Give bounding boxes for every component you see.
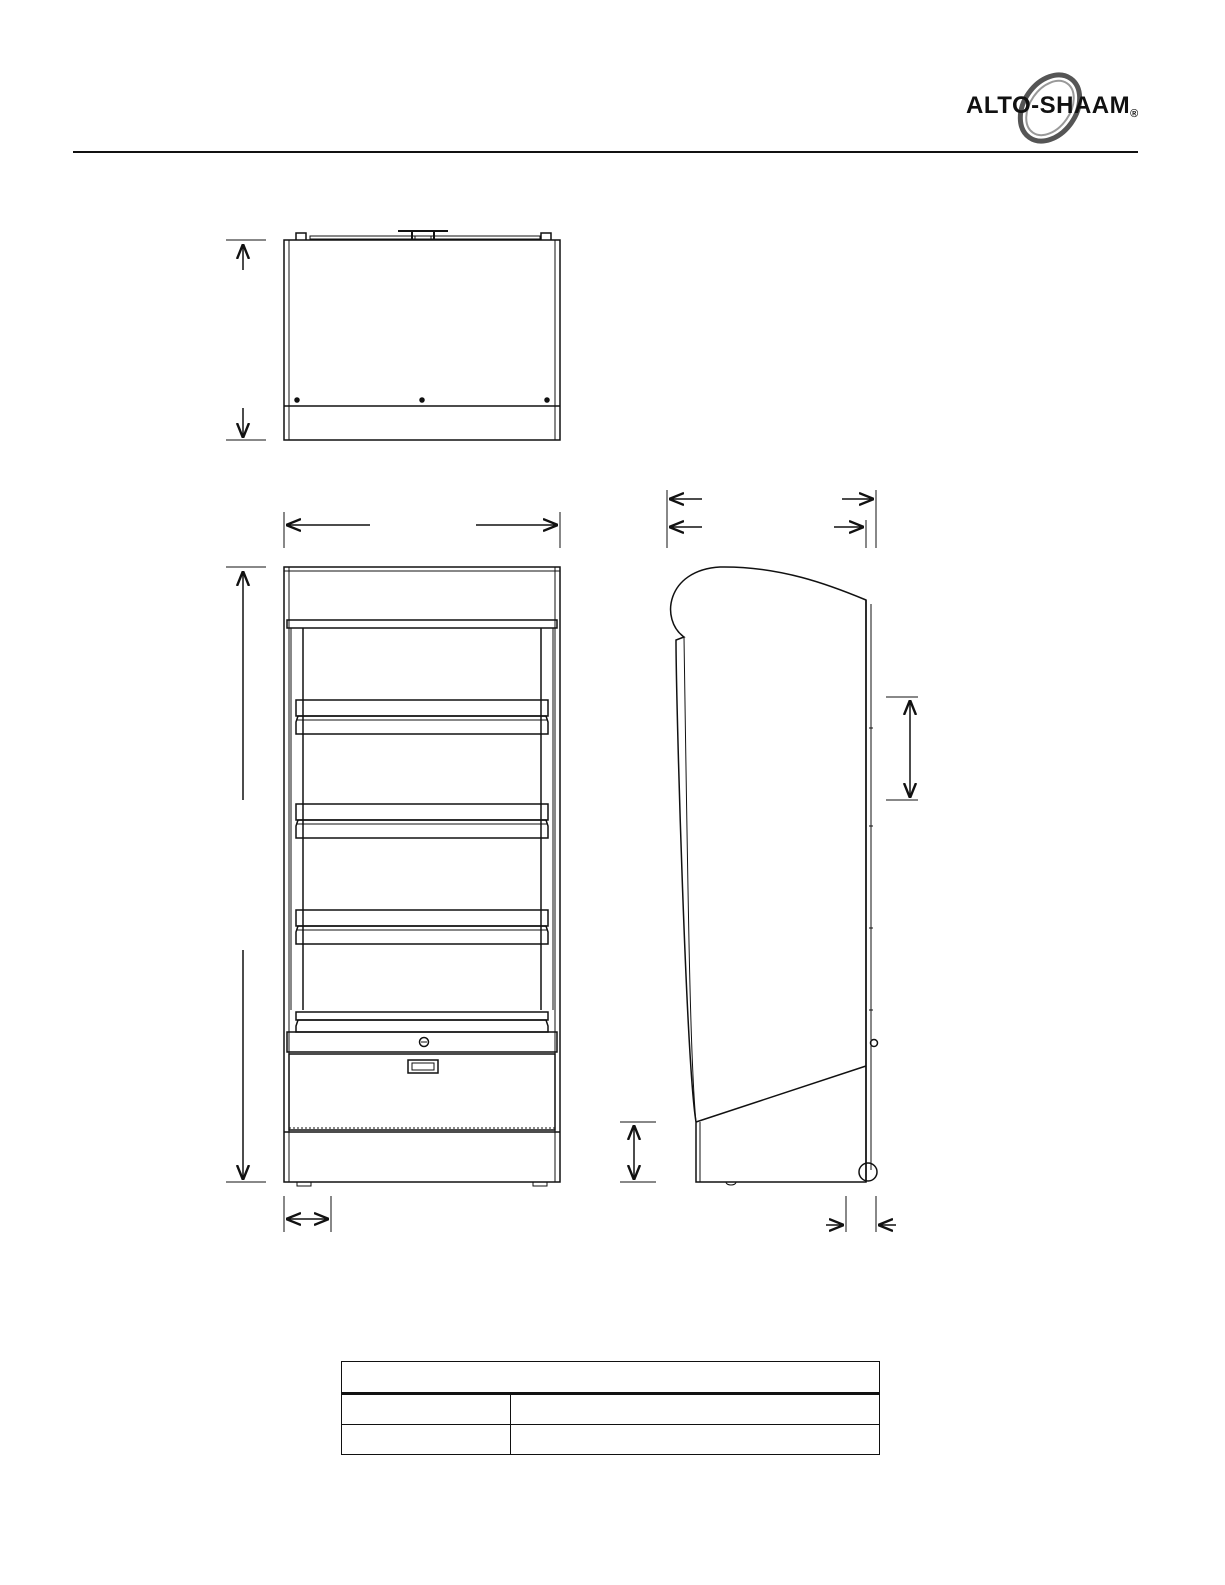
spec-table <box>341 1361 880 1455</box>
front-view <box>226 512 560 1232</box>
table-row <box>342 1425 880 1455</box>
spec-label-cell <box>342 1394 511 1425</box>
spec-value-cell <box>511 1425 880 1455</box>
spec-table-title-row <box>342 1362 880 1394</box>
table-row <box>342 1394 880 1425</box>
spec-label-cell <box>342 1425 511 1455</box>
logo-wordmark: ALTO-SHAAM® <box>966 92 1139 120</box>
side-view <box>620 490 918 1232</box>
top-view <box>226 231 560 440</box>
spec-table-title <box>342 1362 880 1394</box>
spec-value-cell <box>511 1394 880 1425</box>
